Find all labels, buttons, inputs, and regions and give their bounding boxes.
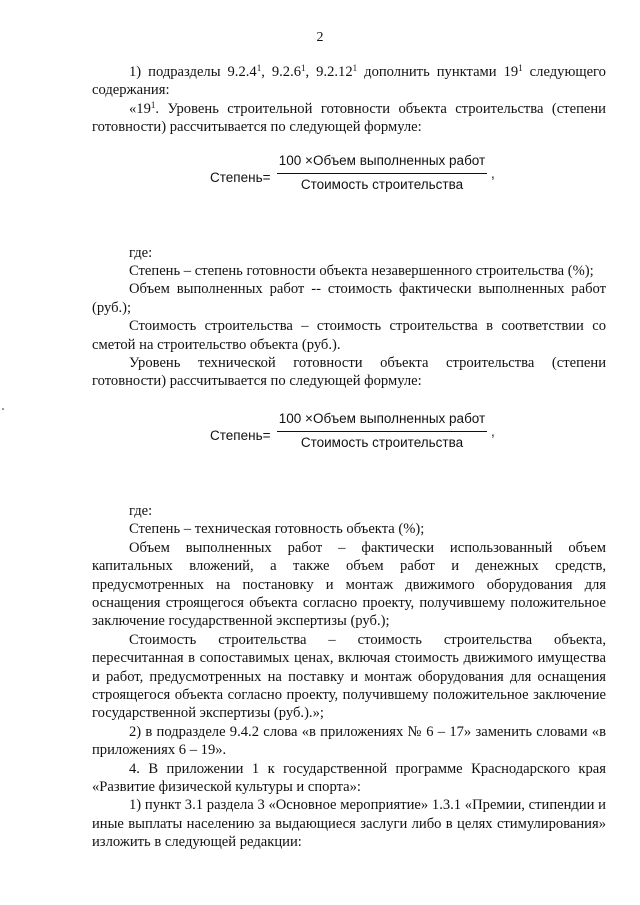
text-run: . Уровень строительной готовности объекта строительства (степени готовности) рассчитывается по следующей формуле: bbox=[92, 100, 606, 136]
definition-work-volume: Объем выполненных работ -- стоимость фактически выполненных работ (руб.); bbox=[92, 281, 606, 316]
definition-degree: Степень – степень готовности объекта незавершенного строительства (%); bbox=[129, 263, 594, 280]
paragraph-amend-subsections bbox=[92, 63, 606, 100]
formula-numerator: 100 ×Объем выполненных работ bbox=[278, 152, 486, 168]
where-label: где: bbox=[129, 244, 153, 261]
text-run: 1) подразделы 9.2.4 bbox=[129, 64, 257, 80]
formula-readiness bbox=[92, 152, 606, 218]
superscript: 1 bbox=[352, 63, 358, 73]
text-run: , 9.2.6 bbox=[261, 64, 302, 80]
formula-technical-readiness bbox=[92, 410, 606, 476]
formula-denominator: Стоимость строительства bbox=[300, 176, 464, 192]
paragraph-construction-readiness bbox=[92, 100, 606, 137]
margin-mark bbox=[2, 408, 4, 410]
paragraph-appendix-1: 4. В приложении 1 к государственной программе Краснодарского края «Развитие физической культуры и спорта»: bbox=[92, 760, 606, 795]
fraction-bar bbox=[277, 431, 487, 432]
definition-construction-cost: Стоимость строительства – стоимость строительства в соответствии со сметой на строительство объекта (руб.). bbox=[92, 318, 606, 353]
formula-denominator: Стоимость строительства bbox=[300, 434, 464, 450]
text-run: следующего содержания: bbox=[92, 64, 606, 99]
fraction-bar bbox=[277, 173, 487, 174]
paragraph-subsection-942: 2) в подразделе 9.4.2 слова «в приложениях № 6 – 17» заменить словами «в приложениях 6 – 19». bbox=[92, 723, 606, 759]
page-number: 2 bbox=[316, 30, 324, 45]
text-run: , 9.2.12 bbox=[305, 64, 353, 80]
superscript: 1 bbox=[256, 63, 262, 73]
paragraph-technical-readiness: Уровень технической готовности объекта строительства (степени готовности) рассчитывается по следующей формуле: bbox=[92, 355, 606, 390]
formula-numerator: 100 ×Объем выполненных работ bbox=[278, 410, 486, 426]
definition-technical-degree: Степень – техническая готовность объекта (%); bbox=[129, 521, 425, 538]
formula-comma: , bbox=[491, 165, 495, 181]
text-run: дополнить пунктами 19 bbox=[357, 64, 519, 80]
where-label: где: bbox=[129, 502, 153, 519]
formula-lhs: Степень= bbox=[210, 169, 271, 185]
definition-capital-investment: Объем выполненных работ – фактически использованный объем капитальных вложений, а также объем работ и денежных средств, предусмотренных на постановку и монтаж движимого оборудования для оснащения строящегося объекта согласно проекту, получившему положительное заключение государственной экспертизы (руб.); bbox=[92, 539, 606, 630]
formula-lhs: Степень= bbox=[210, 427, 271, 443]
paragraph-item-31: 1) пункт 3.1 раздела 3 «Основное мероприятие» 1.3.1 «Премии, стипендии и иные выплаты населению за выдающиеся заслуги либо в целях стимулирования» изложить в следующей редакции: bbox=[92, 797, 606, 851]
formula-comma: , bbox=[491, 423, 495, 439]
superscript: 1 bbox=[150, 99, 156, 110]
text-run: «19 bbox=[129, 100, 151, 117]
superscript: 1 bbox=[301, 63, 306, 73]
superscript: 1 bbox=[518, 63, 523, 73]
definition-recalculated-cost: Стоимость строительства – стоимость строительства объекта, пересчитанная в сопоставимых ценах, включая стоимость движимого имущества и работ, предусмотренных на поставку и монтаж оборудования для оснащения строящегося объекта согласно проекту, получившему положительное заключение государственной экспертизы (руб.).»; bbox=[92, 631, 606, 722]
document-body bbox=[92, 63, 606, 852]
